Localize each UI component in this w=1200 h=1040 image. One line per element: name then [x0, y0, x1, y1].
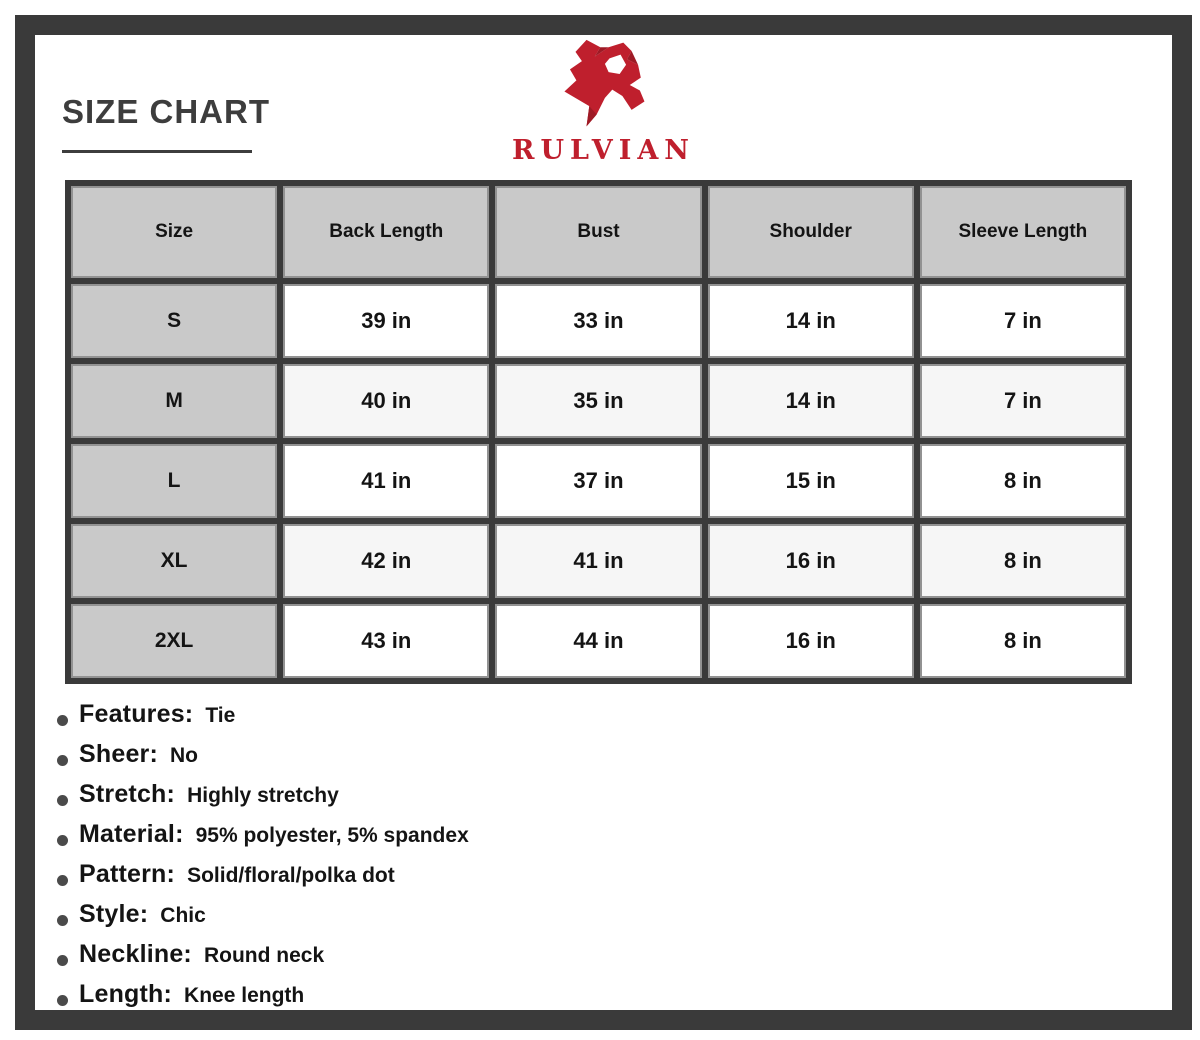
- table-cell: 39 in: [285, 286, 487, 356]
- bullet-icon: [57, 955, 68, 966]
- detail-value: Solid/floral/polka dot: [187, 864, 395, 887]
- detail-label: Features:: [79, 700, 194, 728]
- size-row-label: L: [73, 446, 275, 516]
- product-details-list: [57, 700, 469, 1020]
- column-header: Bust: [497, 188, 699, 276]
- bullet-icon: [57, 715, 68, 726]
- bullet-icon: [57, 875, 68, 886]
- detail-label: Stretch:: [79, 780, 176, 808]
- title-block: [62, 95, 270, 153]
- detail-value: Knee length: [184, 984, 305, 1007]
- table-cell: 8 in: [922, 446, 1124, 516]
- detail-value: No: [170, 744, 199, 767]
- brand-logo: [474, 37, 734, 166]
- column-header: Size: [73, 188, 275, 276]
- detail-item: [57, 780, 469, 820]
- detail-item: [57, 900, 469, 940]
- detail-label: Neckline:: [79, 940, 192, 968]
- brand-name: RULVIAN: [512, 135, 695, 166]
- bullet-icon: [57, 835, 68, 846]
- table-cell: 37 in: [497, 446, 699, 516]
- column-header: Back Length: [285, 188, 487, 276]
- rulvian-r-monogram-icon: [558, 37, 650, 133]
- table-cell: 40 in: [285, 366, 487, 436]
- table-cell: 14 in: [710, 366, 912, 436]
- table-cell: 15 in: [710, 446, 912, 516]
- detail-value: 95% polyester, 5% spandex: [195, 824, 469, 847]
- detail-item: [57, 980, 469, 1020]
- detail-item: [57, 940, 469, 980]
- detail-value: Chic: [160, 904, 206, 927]
- detail-value: Tie: [205, 704, 236, 727]
- detail-label: Pattern:: [79, 860, 176, 888]
- table-cell: 14 in: [710, 286, 912, 356]
- table-cell: 7 in: [922, 286, 1124, 356]
- bullet-icon: [57, 755, 68, 766]
- bullet-icon: [57, 915, 68, 926]
- detail-item: [57, 860, 469, 900]
- table-cell: 8 in: [922, 606, 1124, 676]
- table-cell: 16 in: [710, 606, 912, 676]
- detail-value: Round neck: [203, 944, 325, 967]
- table-cell: 41 in: [285, 446, 487, 516]
- detail-item: [57, 700, 469, 740]
- detail-label: Material:: [79, 820, 184, 848]
- title-underline: [62, 150, 252, 153]
- bullet-icon: [57, 995, 68, 1006]
- page-title: SIZE CHART: [62, 93, 270, 130]
- table-cell: 43 in: [285, 606, 487, 676]
- page-frame: [15, 15, 1192, 1030]
- detail-label: Style:: [79, 900, 149, 928]
- column-header: Sleeve Length: [922, 188, 1124, 276]
- table-cell: 42 in: [285, 526, 487, 596]
- table-cell: 8 in: [922, 526, 1124, 596]
- detail-item: [57, 820, 469, 860]
- column-header: Shoulder: [710, 188, 912, 276]
- detail-label: Sheer:: [79, 740, 159, 768]
- size-row-label: M: [73, 366, 275, 436]
- detail-label: Length:: [79, 980, 173, 1008]
- table-cell: 33 in: [497, 286, 699, 356]
- bullet-icon: [57, 795, 68, 806]
- table-cell: 7 in: [922, 366, 1124, 436]
- table-cell: 44 in: [497, 606, 699, 676]
- size-row-label: XL: [73, 526, 275, 596]
- table-cell: 16 in: [710, 526, 912, 596]
- table-cell: 35 in: [497, 366, 699, 436]
- size-row-label: S: [73, 286, 275, 356]
- table-cell: 41 in: [497, 526, 699, 596]
- detail-item: [57, 740, 469, 780]
- size-row-label: 2XL: [73, 606, 275, 676]
- size-chart-table: [65, 180, 1132, 684]
- detail-value: Highly stretchy: [187, 784, 339, 807]
